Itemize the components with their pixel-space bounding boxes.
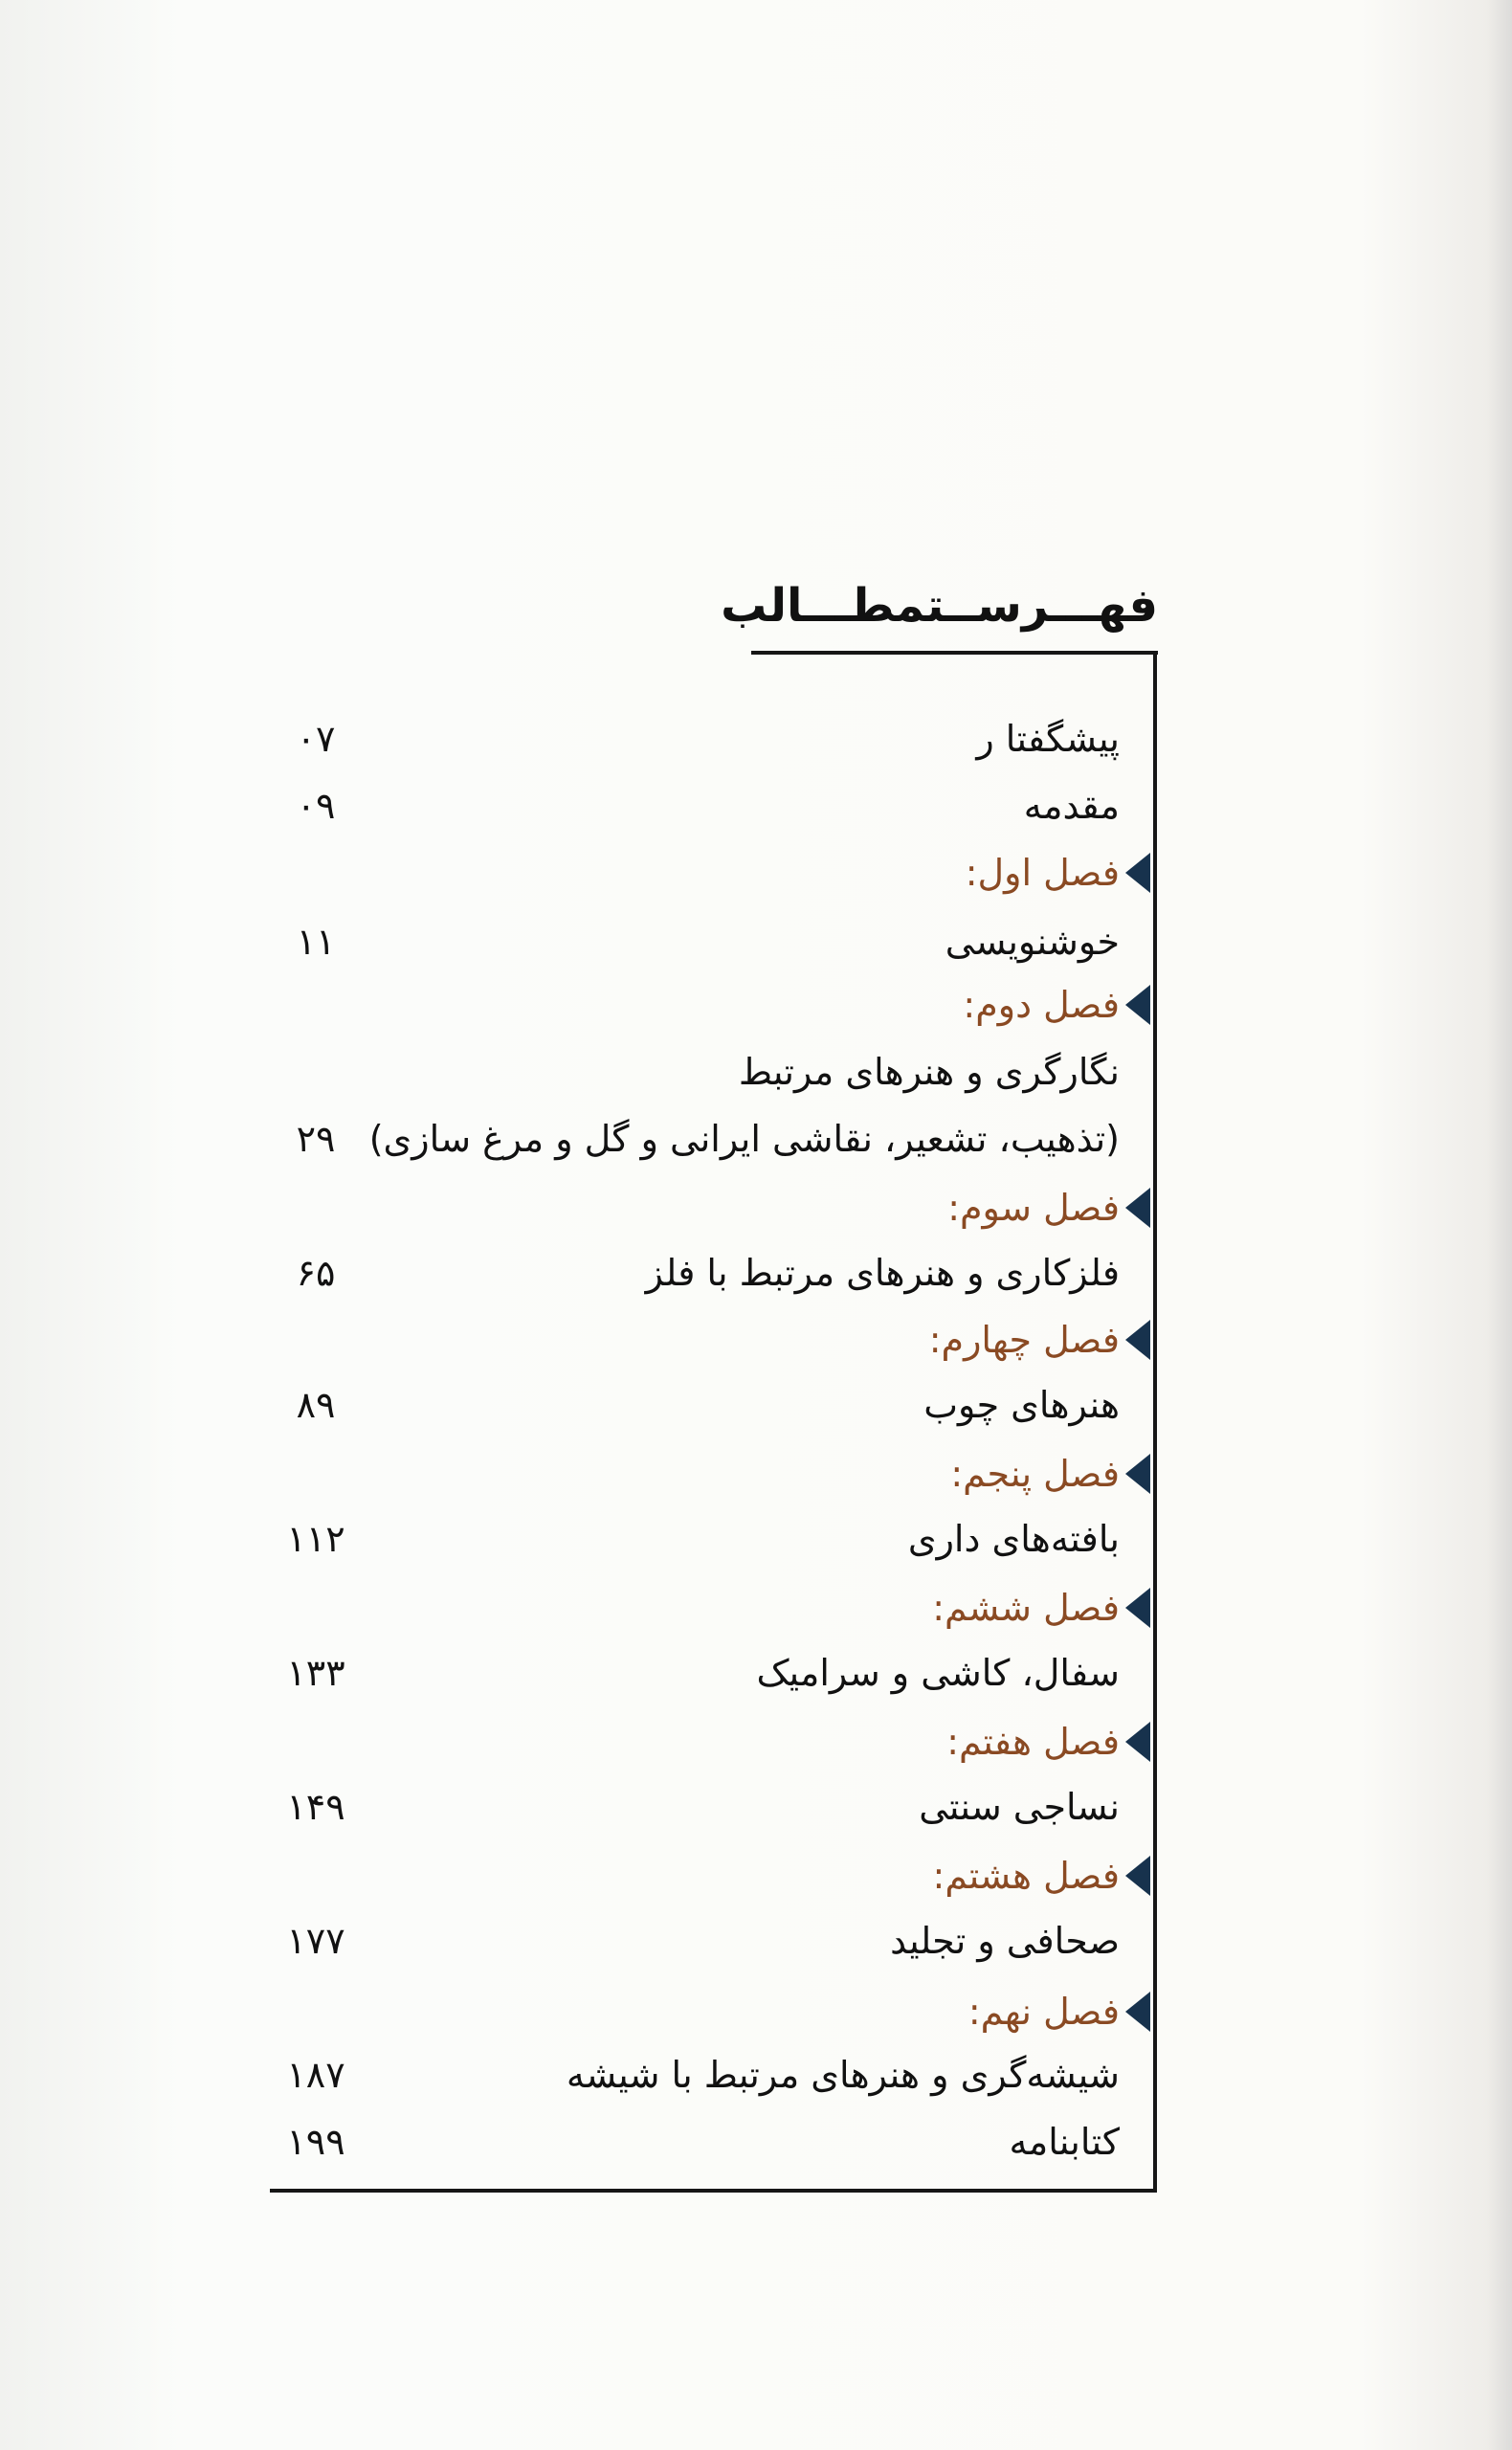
chapter-heading-8: [0, 1849, 1512, 1906]
toc-bottom-rule: [270, 2189, 1157, 2193]
chapter-heading-7: [0, 1715, 1512, 1772]
chapter-title: فصل چهارم:: [928, 1319, 1120, 1361]
entry-title: نگارگری و هنرهای مرتبط: [738, 1051, 1120, 1093]
page-number: ۶۵: [296, 1252, 336, 1294]
chapter-marker-icon: [1125, 1722, 1150, 1762]
entry-title: سفال، کاشی و سرامیک: [756, 1652, 1120, 1694]
chapter-marker-icon: [1125, 1320, 1150, 1360]
title-rule: [751, 651, 1158, 655]
chapter-heading-2: [0, 978, 1512, 1036]
toc-entry-bibliography: [0, 2113, 1512, 2171]
chapter-heading-6: [0, 1581, 1512, 1638]
entry-title: مقدمه: [1023, 785, 1120, 827]
toc-entry-traditional-weaving: [0, 1778, 1512, 1836]
chapter-marker-icon: [1125, 853, 1150, 893]
entry-title: کتابنامه: [1009, 2121, 1120, 2163]
toc-entry-calligraphy: [0, 913, 1512, 970]
entry-title: صحافی و تجلید: [890, 1920, 1120, 1962]
toc-entry-bookbinding: [0, 1912, 1512, 1970]
chapter-heading-9: [0, 1985, 1512, 2042]
page-number: ۱۱۲: [286, 1518, 345, 1560]
toc-entry-painting: [0, 1043, 1512, 1101]
chapter-marker-icon: [1125, 985, 1150, 1025]
toc-entry-woven-textiles: [0, 1510, 1512, 1568]
entry-title: بافته‌های داری: [907, 1518, 1120, 1560]
toc-entry-introduction: [0, 777, 1512, 835]
page-number: ۱۹۹: [286, 2121, 345, 2163]
chapter-title: فصل ششم:: [932, 1587, 1120, 1629]
entry-title: فلزکاری و هنرهای مرتبط با فلز: [645, 1252, 1120, 1294]
chapter-title: فصل هشتم:: [932, 1855, 1120, 1897]
entry-title: شیشه‌گری و هنرهای مرتبط با شیشه: [566, 2054, 1120, 2096]
page-number: ۱۳۳: [286, 1652, 345, 1694]
toc-entry-painting-subtitle: [0, 1110, 1512, 1168]
chapter-marker-icon: [1125, 1992, 1150, 2032]
entry-title: (تذهیب، تشعیر، نقاشی ایرانی و گل و مرغ سازی): [368, 1118, 1120, 1160]
page-number: ۱۸۷: [286, 2054, 345, 2096]
table-of-contents-title: فهـــرســتمطـــالب: [721, 579, 1158, 633]
entry-title: نساجی سنتی: [919, 1786, 1120, 1828]
toc-entry-preface: [0, 710, 1512, 768]
chapter-title: فصل نهم:: [967, 1991, 1120, 2033]
page-number: ۸۹: [296, 1384, 336, 1426]
page-number: ۱۷۷: [286, 1920, 345, 1962]
chapter-title: فصل دوم:: [963, 984, 1120, 1026]
entry-title: هنرهای چوب: [923, 1384, 1120, 1426]
chapter-title: فصل هفتم:: [946, 1721, 1120, 1763]
chapter-heading-3: [0, 1181, 1512, 1238]
entry-title: خوشنویسی: [945, 921, 1120, 963]
chapter-title: فصل پنجم:: [950, 1453, 1120, 1495]
chapter-title: فصل اول:: [965, 852, 1120, 894]
chapter-marker-icon: [1125, 1454, 1150, 1494]
chapter-marker-icon: [1125, 1856, 1150, 1896]
page-number: ۰۷: [296, 718, 336, 760]
toc-entry-woodwork: [0, 1376, 1512, 1434]
chapter-marker-icon: [1125, 1188, 1150, 1228]
page-number: [273, 1043, 359, 1101]
chapter-marker-icon: [1125, 1588, 1150, 1628]
chapter-heading-1: [0, 846, 1512, 903]
page-number: ۱۱: [296, 921, 336, 963]
entry-title: پیشگفتا ر: [976, 718, 1120, 760]
chapter-heading-4: [0, 1313, 1512, 1370]
chapter-heading-5: [0, 1447, 1512, 1504]
page-number: ۱۴۹: [286, 1786, 345, 1828]
page-number: ۲۹: [296, 1118, 336, 1160]
toc-entry-ceramics: [0, 1644, 1512, 1702]
toc-entry-glasswork: [0, 2046, 1512, 2104]
toc-entry-metalwork: [0, 1244, 1512, 1302]
chapter-title: فصل سوم:: [947, 1187, 1120, 1229]
page-number: ۰۹: [296, 785, 336, 827]
